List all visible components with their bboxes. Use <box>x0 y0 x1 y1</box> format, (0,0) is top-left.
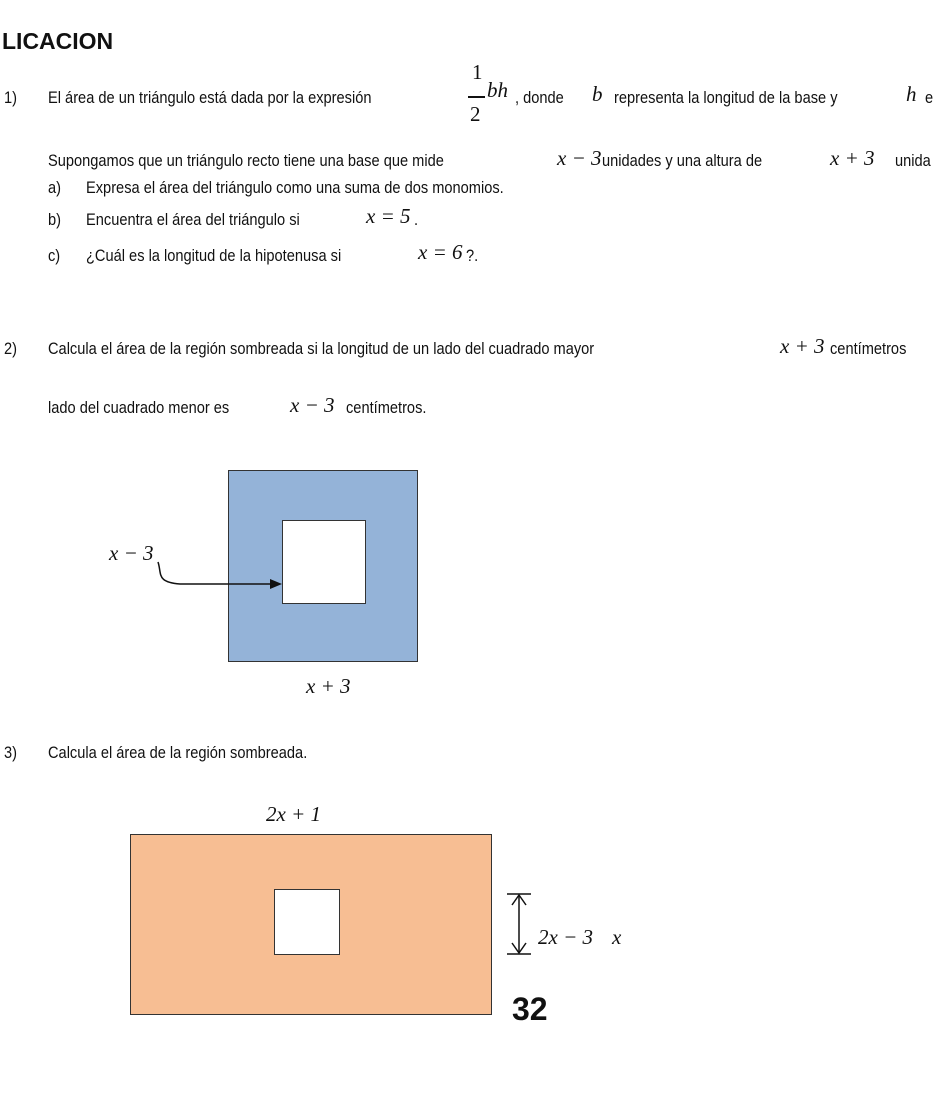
q1-item-b-letter: b) <box>48 210 62 229</box>
q2-inner-square <box>282 520 366 604</box>
q1-line2-b: unidades y una altura de <box>602 151 763 170</box>
q2-text-d: centímetros. <box>346 398 427 417</box>
q1-item-c-after: ?. <box>466 246 479 265</box>
q2-fig-label-inner: x − 3 <box>109 541 154 565</box>
q3-side-var: x <box>612 925 622 949</box>
q1-line2-c: unida <box>895 151 931 170</box>
q1-item-c-math: x = 6 <box>418 240 463 264</box>
q2-text-c: lado del cuadrado menor es <box>48 398 230 417</box>
q1-item-c-text: ¿Cuál es la longitud de la hipotenusa si <box>86 246 342 265</box>
page-title: LICACION <box>2 28 114 54</box>
q3-top-label: 2x + 1 <box>266 802 321 826</box>
q1-height-expr: x + 3 <box>830 146 875 170</box>
q1-var-b: b <box>592 82 603 106</box>
q2-text-b: centímetros <box>830 339 907 358</box>
q1-frac-bar <box>468 96 485 98</box>
q3-text: Calcula el área de la región sombreada. <box>48 743 308 762</box>
q1-base-expr: x − 3 <box>557 146 602 170</box>
q3-inner-square <box>274 889 340 955</box>
q1-frac-vars: bh <box>487 78 508 102</box>
q1-item-a-text: Expresa el área del triángulo como una suma de dos monomios. <box>86 178 504 197</box>
q2-expr-big: x + 3 <box>780 334 825 358</box>
q2-expr-small: x − 3 <box>290 393 335 417</box>
q1-var-h: h <box>906 82 917 106</box>
q2-text-a: Calcula el área de la región sombreada si la longitud de un lado del cuadrado mayor <box>48 339 595 358</box>
q1-item-b-math: x = 5 <box>366 204 411 228</box>
page-number: 32 <box>512 991 548 1027</box>
q1-item-a-letter: a) <box>48 178 62 197</box>
q2-number: 2) <box>4 339 18 358</box>
q1-item-b-text: Encuentra el área del triángulo si <box>86 210 300 229</box>
q2-pointer-arrow <box>150 560 290 596</box>
q1-text-b: , donde <box>515 88 564 107</box>
q1-item-c-letter: c) <box>48 246 61 265</box>
q1-text-a: El área de un triángulo está dada por la expresión <box>48 88 372 107</box>
q3-number: 3) <box>4 743 18 762</box>
q1-text-c: representa la longitud de la base y <box>614 88 838 107</box>
q1-frac-denominator: 2 <box>470 102 481 126</box>
q3-dimension-arrow <box>504 892 534 956</box>
q3-side-label: 2x − 3 <box>538 925 593 949</box>
q1-line2-a: Supongamos que un triángulo recto tiene una base que mide <box>48 151 444 170</box>
q1-frac-numerator: 1 <box>472 60 483 84</box>
q1-number: 1) <box>4 88 18 107</box>
q1-text-d: e <box>925 88 934 107</box>
q1-item-b-after: . <box>414 210 419 229</box>
q2-fig-label-outer: x + 3 <box>306 674 351 698</box>
